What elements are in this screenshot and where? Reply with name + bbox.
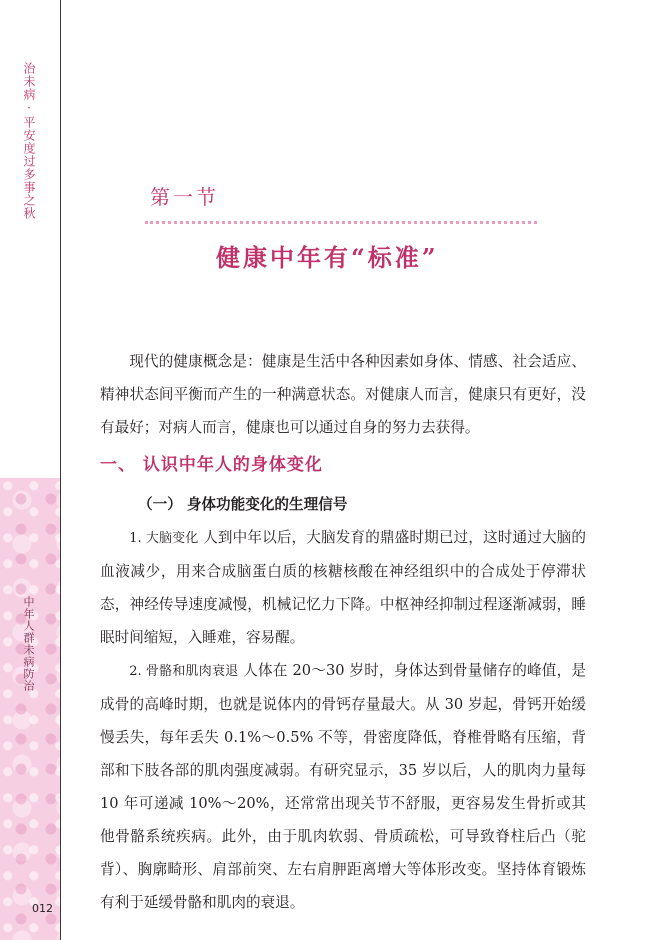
item-paragraph <box>100 654 586 919</box>
subsection-heading: （一） 身体功能变化的生理信号 <box>138 496 348 513</box>
series-title: 治未病·平安度过多事之秋 <box>22 62 36 220</box>
section-label: 第一节 <box>150 185 219 209</box>
item-text: 人到中年以后，大脑发育的鼎盛时期已过，这时通过大脑的血液减少，用来合成脑蛋白质的核糖核酸在神经组织中的合成处于停滞状态，神经传导速度减慢，机械记忆力下降。中枢神经抑制过程逐渐减弱，睡眠时间缩短，入睡难，容易醒。 <box>100 529 586 646</box>
item-text: 人体在 20～30 岁时，身体达到骨量储存的峰值，是成骨的高峰时期，也就是说体内的骨钙存量最大。从 30 岁起，骨钙开始缓慢丢失，每年丢失 0.1%～0.5% 不等，骨密度降低，脊椎骨略有压缩，背部和下肢各部的肌肉强度减弱。有研究显示，35 岁以后，人的肌肉力量每 10 年可递减 10%～20%，还常常出现关节不舒服，更容易发生骨折或其他骨骼系统疾病。此外，由于肌肉软弱、骨质疏松，可导致脊柱后凸（驼背）、胸廓畸形、肩部前突、左右肩胛距离增大等体形改变。坚持体育锻炼有利于延缓骨骼和肌肉的衰退。 <box>100 662 586 911</box>
sidebar-divider <box>60 0 61 940</box>
item-lead: 1. 大脑变化 <box>129 531 199 546</box>
item-lead: 2. 骨骼和肌肉衰退 <box>129 664 239 679</box>
intro-block <box>100 345 586 444</box>
items-block <box>100 521 586 919</box>
page-number: 012 <box>32 902 53 915</box>
book-title: 中年人群未病防治 <box>22 596 35 692</box>
intro-paragraph: 现代的健康概念是：健康是生活中各种因素如身体、情感、社会适应、精神状态间平衡而产生的一种满意状态。对健康人而言，健康只有更好，没有最好；对病人而言，健康也可以通过自身的努力去获得。 <box>100 353 586 436</box>
item-paragraph <box>100 521 586 654</box>
page-title: 健康中年有“标准” <box>216 243 439 272</box>
section-heading: 一、 认识中年人的身体变化 <box>100 455 323 475</box>
sidebar-floral-pattern <box>0 478 60 940</box>
dotted-divider <box>145 221 537 224</box>
